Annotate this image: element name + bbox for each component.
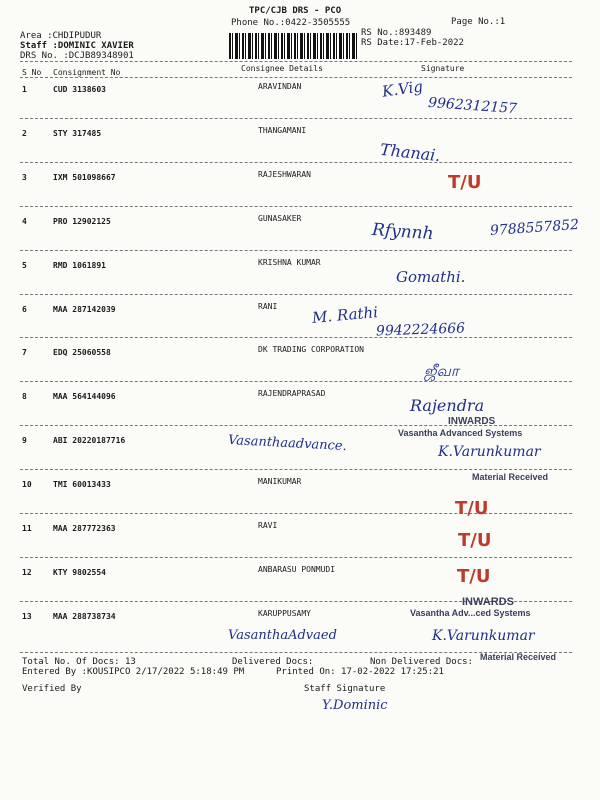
staff-signature-label: Staff Signature [304,684,386,694]
consignee-name: ARAVINDAN [258,82,302,91]
consignment-number: MAA 288738734 [53,612,116,621]
entered-by: Entered By :KOUSIPCO 2/17/2022 5:18:49 PM [22,667,245,677]
consignment-number: PRO 12902125 [53,217,111,226]
consignee-name: RAJESHWARAN [258,170,311,179]
row-divider [20,118,572,119]
consignment-number: RMD 1061891 [53,261,106,270]
handwritten-phone: 9942224666 [375,320,466,340]
company-stamp: Vasantha Advanced Systems [398,428,523,438]
row-divider [20,469,572,470]
consignee-name: MANIKUMAR [258,477,302,486]
serial-number: 1 [22,85,27,94]
handwritten-signature: Thanai. [379,139,442,166]
page-number: Page No.:1 [451,17,506,27]
total-docs: Total No. Of Docs: 13 [22,657,136,667]
consignment-number: MAA 287142039 [53,305,116,314]
row-divider [20,337,572,338]
consignment-number: EDQ 25060558 [53,348,111,357]
serial-number: 11 [22,524,32,533]
handwritten-signature: Rajendra [410,396,485,415]
col-consignment: Consignment No [53,68,121,77]
consignee-name: KRISHNA KUMAR [258,258,321,267]
handwritten-tu-mark: T/U [455,498,489,519]
row-divider [20,206,572,207]
serial-number: 7 [22,348,27,357]
divider [20,652,572,653]
printed-on: Printed On: 17-02-2022 17:25:21 [276,667,444,677]
serial-number: 6 [22,305,27,314]
inwards-stamp: INWARDS [448,416,496,427]
inwards-stamp: INWARDS [462,596,514,608]
consignee-name: GUNASAKER [258,214,302,223]
barcode [229,33,359,59]
row-divider [20,557,572,558]
company-stamp: Vasantha Adv...ced Systems [410,608,531,618]
handwritten-tu-mark: T/U [458,530,492,551]
staff-handwritten-signature: Y.Dominic [322,698,388,713]
handwritten-phone: 9962312157 [427,94,518,118]
rs-date: RS Date:17-Feb-2022 [361,38,464,48]
consignment-number: ABI 20220187716 [53,436,126,445]
handwritten-tu-mark: T/U [448,172,482,193]
handwritten-signature: Vasanthaadvance. [227,432,348,455]
consignee-name: RAJENDRAPRASAD [258,389,326,398]
row-divider [20,381,572,382]
handwritten-signature: Rfynnh [371,219,435,245]
serial-number: 5 [22,261,27,270]
serial-number: 10 [22,480,32,489]
rs-number: RS No.:893489 [361,28,432,38]
received-stamp: Material Received [480,652,557,662]
serial-number: 4 [22,217,27,226]
consignment-number: MAA 564144096 [53,392,116,401]
consignee-name: RAVI [258,521,278,530]
handwritten-signature: K.Vig [380,77,425,101]
verified-by: Verified By [22,684,82,694]
consignee-name: DK TRADING CORPORATION [258,345,364,354]
consignment-number: IXM 501098667 [53,173,116,182]
consignee-name: ANBARASU PONMUDI [258,565,336,574]
consignment-number: CUD 3138603 [53,85,106,94]
divider [20,61,572,62]
phone-number: Phone No.:0422-3505555 [231,18,351,28]
report-title: TPC/CJB DRS - PCO [249,6,342,16]
consignment-number: KTY 9802554 [53,568,106,577]
consignment-number: STY 317485 [53,129,102,138]
consignee-name: RANI [258,302,278,311]
consignee-name: THANGAMANI [258,126,307,135]
serial-number: 2 [22,129,27,138]
serial-number: 12 [22,568,32,577]
consignee-name: KARUPPUSAMY [258,609,311,618]
handwritten-signature: Gomathi. [396,268,466,286]
handwritten-signature: K.Varunkumar [438,444,541,460]
delivered-docs: Delivered Docs: [232,657,314,667]
consignment-number: TMI 60013433 [53,480,111,489]
serial-number: 9 [22,436,27,445]
col-signature: Signature [421,64,465,73]
divider [20,77,572,78]
handwritten-signature: M. Rathi [311,303,379,327]
col-sno: S No [22,68,42,77]
serial-number: 3 [22,173,27,182]
handwritten-tu-mark: T/U [457,566,491,587]
area: Area :CHDIPUDUR [20,31,102,41]
handwritten-phone: 9788557852 [489,216,580,240]
handwritten-signature: ஜீவா [424,362,459,380]
consignment-number: MAA 287772363 [53,524,116,533]
row-divider [20,250,572,251]
col-consignee: Consignee Details [241,64,323,73]
serial-number: 13 [22,612,32,621]
received-stamp: Material Received [472,472,549,482]
serial-number: 8 [22,392,27,401]
row-divider [20,162,572,163]
non-delivered-docs: Non Delivered Docs: [370,657,473,667]
handwritten-signature: K.Varunkumar [432,628,535,644]
row-divider [20,294,572,295]
row-divider [20,513,572,514]
drs-number: DRS No. :DCJB89348901 [20,51,134,61]
handwritten-signature: VasanthaAdvaed [228,628,337,643]
staff-name: Staff :DOMINIC XAVIER [20,41,134,51]
